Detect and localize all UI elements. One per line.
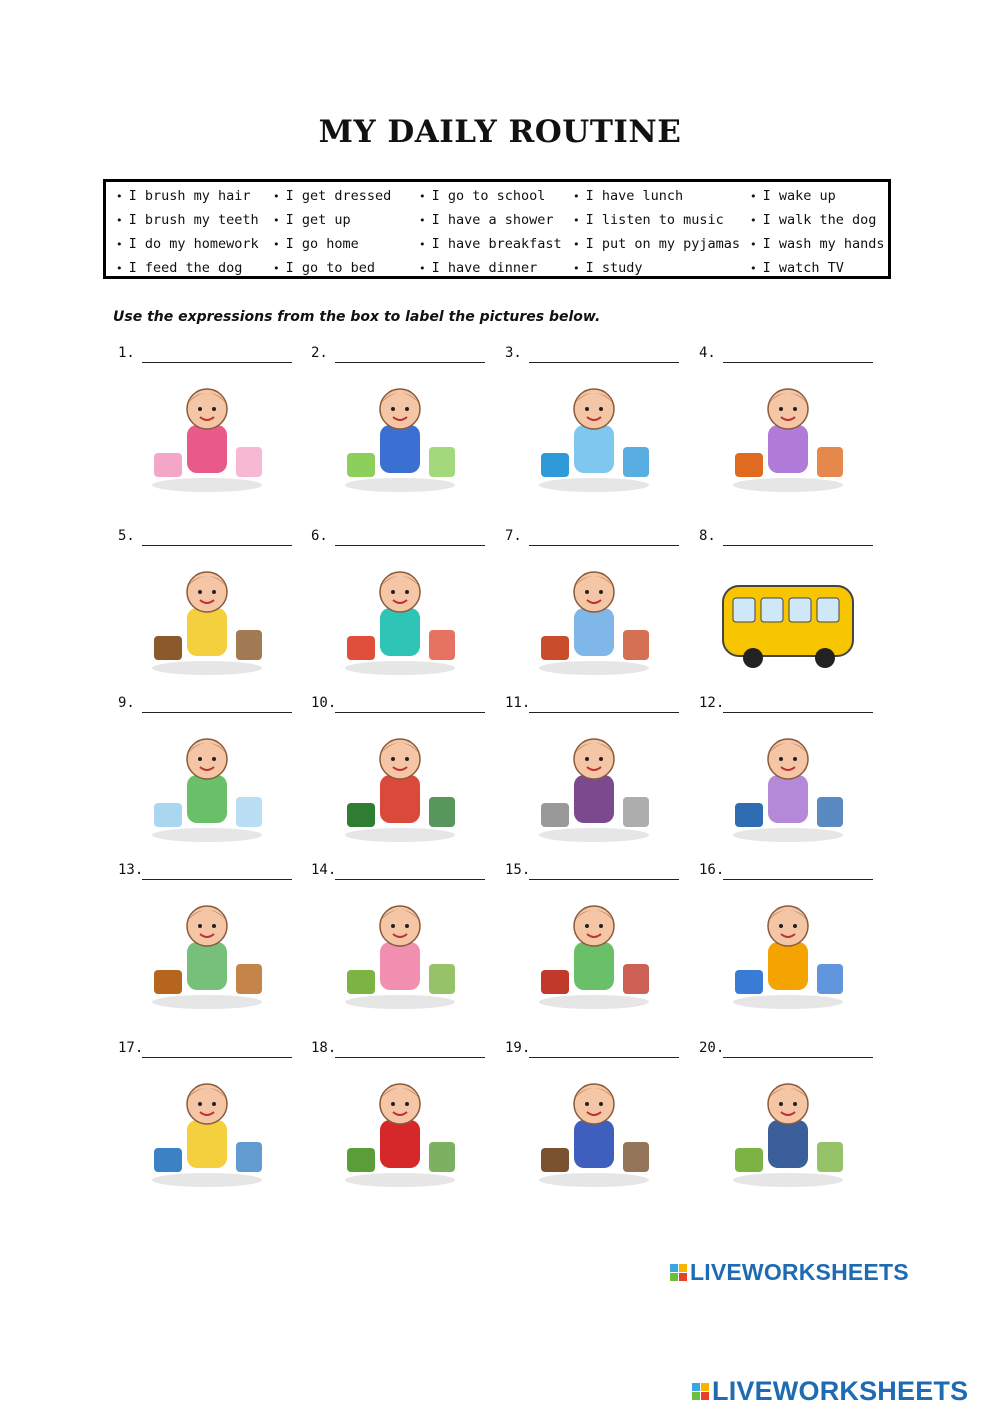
- expression-text: I study: [585, 260, 643, 276]
- figure-eye: [405, 924, 409, 928]
- answer-line[interactable]: [142, 879, 292, 880]
- item-number: 7.: [505, 528, 522, 544]
- expression-item: [573, 212, 724, 228]
- item-number: 6.: [311, 528, 328, 544]
- picture-item: [505, 1040, 685, 1190]
- prop-object: [623, 964, 649, 994]
- figure-eye: [405, 1102, 409, 1106]
- figure-eye: [405, 407, 409, 411]
- picture-item: [311, 345, 491, 495]
- item-number: 9.: [118, 695, 135, 711]
- expression-item: [273, 260, 375, 276]
- expression-text: I go to school: [431, 188, 546, 204]
- bullet-icon: •: [419, 262, 426, 275]
- boy-brushing-teeth-icon: [325, 556, 475, 678]
- bullet-icon: •: [116, 262, 123, 275]
- ground-shadow: [345, 828, 455, 842]
- prop-object: [623, 1142, 649, 1172]
- figure-body: [380, 942, 420, 990]
- expression-item: [419, 236, 562, 252]
- logo-mark-icon: [670, 1264, 687, 1281]
- bullet-icon: •: [750, 238, 757, 251]
- ground-shadow: [152, 828, 262, 842]
- figure-body: [380, 425, 420, 473]
- item-number: 14.: [311, 862, 337, 878]
- figure-eye: [405, 590, 409, 594]
- boy-walking-dog-icon: [132, 890, 282, 1012]
- expression-item: [419, 260, 537, 276]
- bus-wheel: [815, 648, 835, 668]
- liveworksheets-logo-bottom: [692, 1376, 968, 1407]
- expression-item: [750, 236, 885, 252]
- ground-shadow: [152, 1173, 262, 1187]
- expression-item: [116, 188, 251, 204]
- prop-object: [541, 803, 569, 827]
- expression-box: [103, 179, 891, 279]
- prop-object: [817, 447, 843, 477]
- prop-object: [154, 1148, 182, 1172]
- ground-shadow: [152, 478, 262, 492]
- boy-shower-icon: [519, 373, 669, 495]
- bullet-icon: •: [419, 214, 426, 227]
- figure-eye: [585, 407, 589, 411]
- figure-eye: [585, 1102, 589, 1106]
- figure-eye: [391, 590, 395, 594]
- girl-studying-books-icon: [519, 890, 669, 1012]
- item-number: 13.: [118, 862, 144, 878]
- figure-eye: [198, 924, 202, 928]
- figure-eye: [779, 757, 783, 761]
- figure-eye: [599, 407, 603, 411]
- expression-item: [273, 188, 391, 204]
- expression-text: I go home: [285, 236, 359, 252]
- figure-eye: [212, 757, 216, 761]
- prop-object: [817, 797, 843, 827]
- prop-object: [623, 630, 649, 660]
- expression-item: [750, 260, 844, 276]
- prop-object: [735, 1148, 763, 1172]
- instruction-text: Use the expressions from the box to label the pictures below.: [113, 309, 601, 325]
- logo-mark-icon: [692, 1383, 709, 1400]
- ground-shadow: [539, 995, 649, 1009]
- ground-shadow: [539, 828, 649, 842]
- prop-object: [236, 1142, 262, 1172]
- expression-item: [573, 260, 643, 276]
- prop-object: [154, 453, 182, 477]
- prop-object: [154, 970, 182, 994]
- bus-window: [733, 598, 755, 622]
- figure-body: [187, 1120, 227, 1168]
- figure-head: [187, 572, 227, 612]
- figure-eye: [599, 757, 603, 761]
- item-number: 4.: [699, 345, 716, 361]
- figure-body: [187, 608, 227, 656]
- expression-item: [750, 212, 876, 228]
- ground-shadow: [152, 661, 262, 675]
- item-number: 10.: [311, 695, 337, 711]
- figure-eye: [198, 1102, 202, 1106]
- boy-listening-music-icon: [325, 1068, 475, 1190]
- prop-object: [429, 630, 455, 660]
- expression-text: I have breakfast: [431, 236, 562, 252]
- girl-homework-icon: [325, 890, 475, 1012]
- bullet-icon: •: [750, 262, 757, 275]
- figure-body: [574, 425, 614, 473]
- expression-text: I brush my hair: [128, 188, 251, 204]
- ground-shadow: [733, 828, 843, 842]
- figure-body: [574, 1120, 614, 1168]
- expression-text: I get dressed: [285, 188, 392, 204]
- picture-item: [118, 695, 298, 845]
- prop-object: [236, 797, 262, 827]
- figure-head: [187, 739, 227, 779]
- ground-shadow: [345, 1173, 455, 1187]
- bullet-icon: •: [273, 238, 280, 251]
- expression-item: [273, 212, 351, 228]
- figure-body: [380, 608, 420, 656]
- figure-body: [574, 608, 614, 656]
- answer-line[interactable]: [142, 362, 292, 363]
- item-number: 20.: [699, 1040, 725, 1056]
- answer-line[interactable]: [335, 545, 485, 546]
- expression-text: I have a shower: [431, 212, 554, 228]
- picture-item: [311, 695, 491, 845]
- girl-waking-up-icon: [132, 373, 282, 495]
- boy-breakfast-icon: [132, 556, 282, 678]
- prop-object: [735, 453, 763, 477]
- figure-head: [380, 1084, 420, 1124]
- bullet-icon: •: [750, 190, 757, 203]
- figure-head: [574, 906, 614, 946]
- figure-body: [768, 1120, 808, 1168]
- bullet-icon: •: [573, 190, 580, 203]
- expression-text: I put on my pyjamas: [585, 236, 741, 252]
- figure-eye: [599, 590, 603, 594]
- figure-eye: [599, 1102, 603, 1106]
- figure-body: [380, 775, 420, 823]
- prop-object: [236, 447, 262, 477]
- answer-line[interactable]: [142, 545, 292, 546]
- expression-text: I feed the dog: [128, 260, 243, 276]
- item-number: 15.: [505, 862, 531, 878]
- ground-shadow: [152, 995, 262, 1009]
- prop-object: [236, 964, 262, 994]
- item-number: 19.: [505, 1040, 531, 1056]
- expression-text: I watch TV: [762, 260, 844, 276]
- expression-item: [273, 236, 359, 252]
- figure-head: [187, 389, 227, 429]
- ground-shadow: [345, 478, 455, 492]
- item-number: 8.: [699, 528, 716, 544]
- expression-text: I do my homework: [128, 236, 259, 252]
- prop-object: [541, 453, 569, 477]
- ground-shadow: [345, 995, 455, 1009]
- prop-object: [623, 797, 649, 827]
- prop-object: [154, 636, 182, 660]
- bus-window: [761, 598, 783, 622]
- answer-line[interactable]: [529, 879, 679, 880]
- picture-item: [118, 528, 298, 678]
- figure-body: [768, 775, 808, 823]
- page-title: MY DAILY ROUTINE: [318, 114, 682, 150]
- prop-object: [623, 447, 649, 477]
- prop-object: [429, 447, 455, 477]
- girl-feeding-dog-icon: [713, 723, 863, 845]
- picture-item: [505, 528, 685, 678]
- figure-eye: [212, 1102, 216, 1106]
- prop-object: [541, 970, 569, 994]
- figure-eye: [391, 1102, 395, 1106]
- expression-text: I wash my hands: [762, 236, 885, 252]
- bullet-icon: •: [273, 262, 280, 275]
- ground-shadow: [733, 1173, 843, 1187]
- school-bus-icon: [713, 556, 863, 678]
- boy-getting-up-icon: [325, 373, 475, 495]
- liveworksheets-logo-mid: [670, 1259, 909, 1286]
- expression-text: I wake up: [762, 188, 836, 204]
- prop-object: [429, 964, 455, 994]
- prop-object: [429, 1142, 455, 1172]
- prop-object: [347, 970, 375, 994]
- prop-object: [429, 797, 455, 827]
- expression-text: I have dinner: [431, 260, 538, 276]
- figure-eye: [793, 407, 797, 411]
- bullet-icon: •: [273, 190, 280, 203]
- figure-head: [187, 906, 227, 946]
- picture-item: [699, 528, 879, 678]
- answer-line[interactable]: [335, 879, 485, 880]
- answer-line[interactable]: [723, 1057, 873, 1058]
- picture-item: [505, 345, 685, 495]
- picture-item: [311, 862, 491, 1012]
- logo-text: LIVEWORKSHEETS: [712, 1376, 969, 1406]
- figure-eye: [198, 757, 202, 761]
- answer-line[interactable]: [142, 1057, 292, 1058]
- answer-line[interactable]: [529, 1057, 679, 1058]
- answer-line[interactable]: [529, 545, 679, 546]
- picture-item: [118, 1040, 298, 1190]
- expression-item: [116, 236, 259, 252]
- picture-item: [699, 862, 879, 1012]
- bullet-icon: •: [116, 214, 123, 227]
- boy-dressing-icon: [713, 373, 863, 495]
- figure-eye: [585, 590, 589, 594]
- figure-eye: [793, 924, 797, 928]
- answer-line[interactable]: [723, 545, 873, 546]
- figure-eye: [391, 924, 395, 928]
- item-number: 1.: [118, 345, 135, 361]
- item-number: 2.: [311, 345, 328, 361]
- bullet-icon: •: [419, 238, 426, 251]
- girl-brushing-hair-icon: [519, 556, 669, 678]
- prop-object: [154, 803, 182, 827]
- figure-head: [574, 1084, 614, 1124]
- boy-lunch-icon: [325, 723, 475, 845]
- figure-eye: [198, 407, 202, 411]
- prop-object: [347, 1148, 375, 1172]
- figure-body: [768, 425, 808, 473]
- answer-line[interactable]: [723, 362, 873, 363]
- bullet-icon: •: [419, 190, 426, 203]
- figure-body: [768, 942, 808, 990]
- figure-eye: [779, 1102, 783, 1106]
- expression-item: [419, 212, 554, 228]
- expression-item: [116, 260, 242, 276]
- answer-line[interactable]: [529, 712, 679, 713]
- picture-item: [699, 695, 879, 845]
- figure-eye: [212, 590, 216, 594]
- figure-head: [380, 572, 420, 612]
- bullet-icon: •: [750, 214, 757, 227]
- item-number: 17.: [118, 1040, 144, 1056]
- man-going-to-bed-icon: [713, 1068, 863, 1190]
- figure-body: [187, 775, 227, 823]
- figure-eye: [391, 407, 395, 411]
- prop-object: [347, 453, 375, 477]
- answer-line[interactable]: [335, 362, 485, 363]
- expression-text: I have lunch: [585, 188, 684, 204]
- figure-body: [380, 1120, 420, 1168]
- expression-item: [750, 188, 836, 204]
- bullet-icon: •: [116, 238, 123, 251]
- bullet-icon: •: [573, 214, 580, 227]
- figure-eye: [391, 757, 395, 761]
- boy-dinner-icon: [132, 1068, 282, 1190]
- answer-line[interactable]: [335, 1057, 485, 1058]
- figure-body: [187, 942, 227, 990]
- expression-text: I go to bed: [285, 260, 376, 276]
- picture-item: [118, 345, 298, 495]
- figure-eye: [599, 924, 603, 928]
- ground-shadow: [733, 478, 843, 492]
- expression-text: I brush my teeth: [128, 212, 259, 228]
- figure-head: [574, 572, 614, 612]
- answer-line[interactable]: [529, 362, 679, 363]
- figure-head: [380, 906, 420, 946]
- answer-line[interactable]: [723, 712, 873, 713]
- expression-item: [116, 212, 259, 228]
- prop-object: [817, 1142, 843, 1172]
- expression-item: [573, 188, 683, 204]
- figure-eye: [405, 757, 409, 761]
- prop-object: [817, 964, 843, 994]
- bus-window: [817, 598, 839, 622]
- prop-object: [236, 630, 262, 660]
- picture-item: [311, 528, 491, 678]
- boy-watching-tv-icon: [713, 890, 863, 1012]
- figure-eye: [212, 924, 216, 928]
- boy-pyjamas-icon: [519, 1068, 669, 1190]
- item-number: 5.: [118, 528, 135, 544]
- bullet-icon: •: [116, 190, 123, 203]
- figure-head: [768, 739, 808, 779]
- figure-eye: [779, 924, 783, 928]
- girl-going-home-icon: [519, 723, 669, 845]
- figure-head: [380, 389, 420, 429]
- figure-head: [574, 739, 614, 779]
- figure-body: [187, 425, 227, 473]
- ground-shadow: [345, 661, 455, 675]
- item-number: 16.: [699, 862, 725, 878]
- bullet-icon: •: [573, 262, 580, 275]
- prop-object: [735, 970, 763, 994]
- bullet-icon: •: [573, 238, 580, 251]
- ground-shadow: [539, 1173, 649, 1187]
- item-number: 3.: [505, 345, 522, 361]
- answer-line[interactable]: [142, 712, 292, 713]
- figure-head: [380, 739, 420, 779]
- picture-item: [699, 345, 879, 495]
- figure-eye: [793, 757, 797, 761]
- ground-shadow: [539, 478, 649, 492]
- figure-head: [768, 1084, 808, 1124]
- picture-item: [505, 695, 685, 845]
- expression-item: [573, 236, 740, 252]
- expression-text: I get up: [285, 212, 351, 228]
- figure-head: [574, 389, 614, 429]
- expression-text: I listen to music: [585, 212, 724, 228]
- answer-line[interactable]: [723, 879, 873, 880]
- bullet-icon: •: [273, 214, 280, 227]
- prop-object: [347, 803, 375, 827]
- figure-eye: [779, 407, 783, 411]
- figure-eye: [585, 757, 589, 761]
- expression-text: I walk the dog: [762, 212, 877, 228]
- answer-line[interactable]: [335, 712, 485, 713]
- figure-eye: [793, 1102, 797, 1106]
- item-number: 11.: [505, 695, 531, 711]
- picture-item: [118, 862, 298, 1012]
- picture-item: [311, 1040, 491, 1190]
- picture-item: [699, 1040, 879, 1190]
- prop-object: [347, 636, 375, 660]
- prop-object: [541, 636, 569, 660]
- figure-eye: [585, 924, 589, 928]
- figure-eye: [198, 590, 202, 594]
- figure-head: [768, 389, 808, 429]
- bus-wheel: [743, 648, 763, 668]
- ground-shadow: [539, 661, 649, 675]
- expression-item: [419, 188, 545, 204]
- picture-item: [505, 862, 685, 1012]
- prop-object: [735, 803, 763, 827]
- figure-eye: [212, 407, 216, 411]
- figure-body: [574, 942, 614, 990]
- figure-head: [768, 906, 808, 946]
- figure-head: [187, 1084, 227, 1124]
- boy-washing-hands-icon: [132, 723, 282, 845]
- prop-object: [541, 1148, 569, 1172]
- figure-body: [574, 775, 614, 823]
- ground-shadow: [733, 995, 843, 1009]
- bus-window: [789, 598, 811, 622]
- item-number: 18.: [311, 1040, 337, 1056]
- item-number: 12.: [699, 695, 725, 711]
- logo-text: LIVEWORKSHEETS: [690, 1259, 909, 1285]
